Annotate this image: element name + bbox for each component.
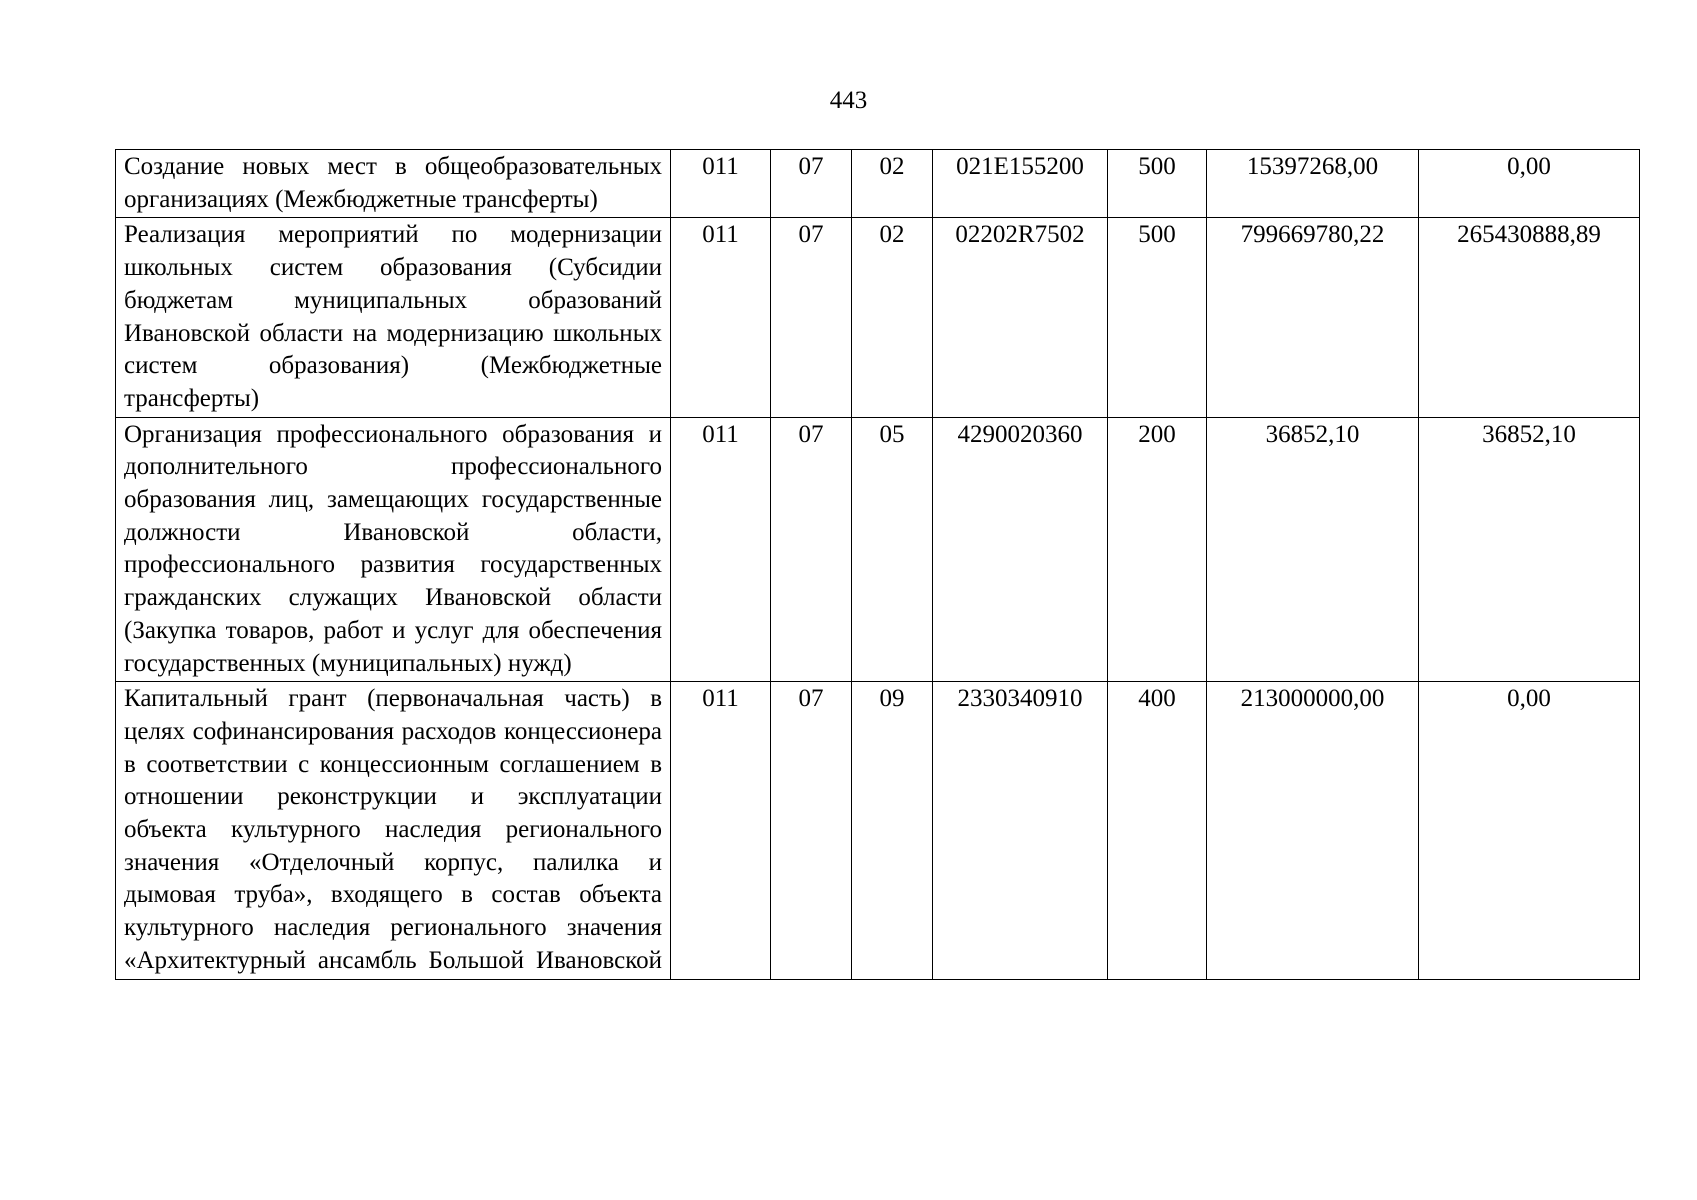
row-description: Создание новых мест в общеобразовательных организациях (Межбюджетные трансферты) (116, 150, 671, 218)
table-row (116, 682, 1640, 979)
amount-1: 15397268,00 (1207, 150, 1419, 218)
row-description: Организация профессионального образования и дополнительного профессионального образования лиц, замещающих государственные должности Ивановской области, профессионального развития государственных гражданских служащих Ивановской области (Закупка товаров, работ и услуг для обеспечения государственных (муниципальных) нужд) (116, 417, 671, 682)
section-code: 07 (771, 218, 852, 417)
amount-1: 36852,10 (1207, 417, 1419, 682)
target-article-code: 02202R7502 (933, 218, 1108, 417)
target-article-code: 4290020360 (933, 417, 1108, 682)
amount-1: 799669780,22 (1207, 218, 1419, 417)
section-code: 07 (771, 150, 852, 218)
admin-code: 011 (671, 150, 771, 218)
admin-code: 011 (671, 417, 771, 682)
subsection-code: 09 (852, 682, 933, 979)
table-row (116, 150, 1640, 218)
budget-table (115, 149, 1640, 980)
table-row (116, 417, 1640, 682)
subsection-code: 02 (852, 218, 933, 417)
amount-2: 0,00 (1419, 150, 1640, 218)
row-description: Реализация мероприятий по модернизации школьных систем образования (Субсидии бюджетам муниципальных образований Ивановской области на модернизацию школьных систем образования) (Межбюджетные трансферты) (116, 218, 671, 417)
row-description: Капитальный грант (первоначальная часть) в целях софинансирования расходов концессионера в соответствии с концессионным соглашением в отношении реконструкции и эксплуатации объекта культурного наследия регионального значения «Отделочный корпус, палилка и дымовая труба», входящего в состав объекта культурного наследия регионального значения «Архитектурный ансамбль Большой Ивановской (116, 682, 671, 979)
target-article-code: 021E155200 (933, 150, 1108, 218)
section-code: 07 (771, 682, 852, 979)
amount-2: 36852,10 (1419, 417, 1640, 682)
expense-type-code: 500 (1108, 150, 1207, 218)
admin-code: 011 (671, 682, 771, 979)
admin-code: 011 (671, 218, 771, 417)
expense-type-code: 200 (1108, 417, 1207, 682)
subsection-code: 05 (852, 417, 933, 682)
amount-2: 265430888,89 (1419, 218, 1640, 417)
section-code: 07 (771, 417, 852, 682)
subsection-code: 02 (852, 150, 933, 218)
amount-2: 0,00 (1419, 682, 1640, 979)
amount-1: 213000000,00 (1207, 682, 1419, 979)
target-article-code: 2330340910 (933, 682, 1108, 979)
expense-type-code: 400 (1108, 682, 1207, 979)
expense-type-code: 500 (1108, 218, 1207, 417)
table-row (116, 218, 1640, 417)
page-number: 443 (829, 87, 868, 114)
